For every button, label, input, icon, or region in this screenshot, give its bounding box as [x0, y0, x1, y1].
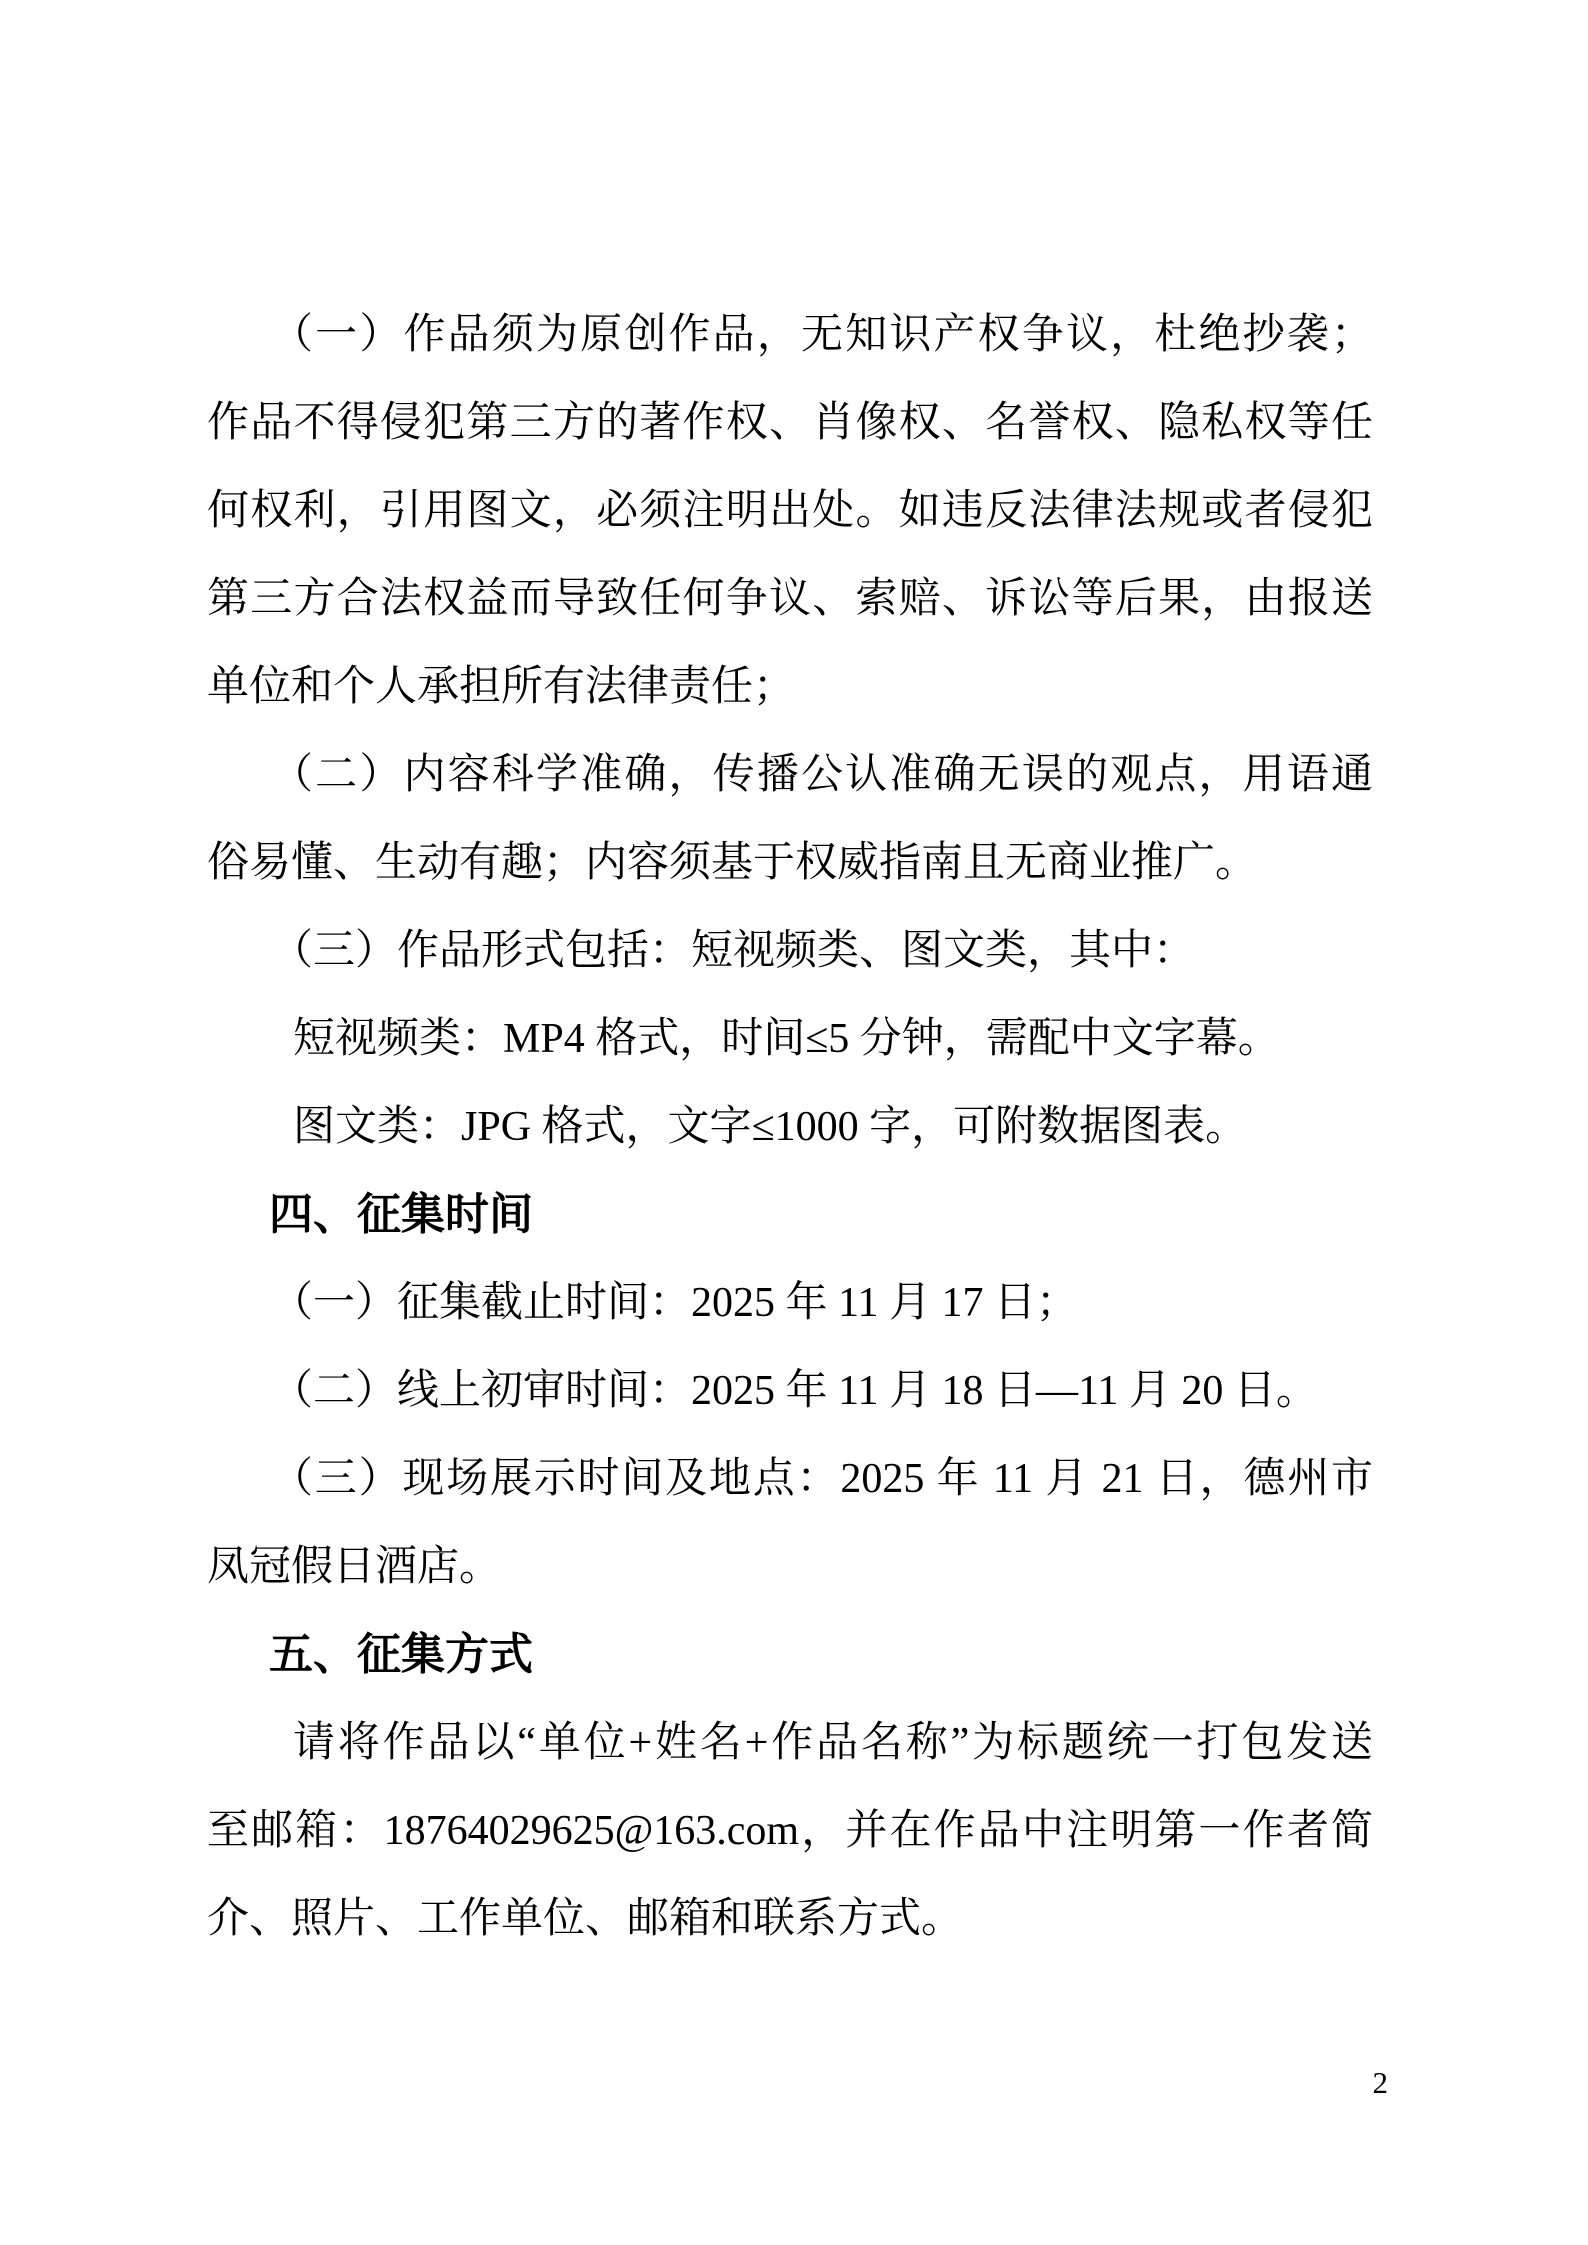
doc-line-deadline: （一）征集截止时间：2025 年 11 月 17 日； — [271, 1280, 1078, 1326]
doc-line: 何权利，引用图文，必须注明出处。如违反法律法规或者侵犯 — [207, 488, 1373, 534]
heading-section-4: 四、征集时间 — [269, 1190, 533, 1239]
doc-line: 介、照片、工作单位、邮箱和联系方式。 — [207, 1896, 964, 1942]
doc-line: （二）内容科学准确，传播公认准确无误的观点，用语通 — [271, 752, 1373, 798]
doc-line: 请将作品以“单位+姓名+作品名称”为标题统一打包发送 — [293, 1720, 1373, 1766]
heading-section-5: 五、征集方式 — [269, 1630, 533, 1679]
document-body — [207, 291, 1373, 1963]
page-number: 2 — [1372, 2065, 1388, 2100]
doc-line-video-format: 短视频类：MP4 格式，时间≤5 分钟，需配中文字幕。 — [293, 1016, 1280, 1062]
doc-line: 单位和个人承担所有法律责任； — [207, 664, 796, 710]
doc-line-image-format: 图文类：JPG 格式，文字≤1000 字，可附数据图表。 — [293, 1104, 1248, 1150]
doc-line-email: 至邮箱：18764029625@163.com，并在作品中注明第一作者简 — [207, 1808, 1373, 1854]
doc-line: 第三方合法权益而导致任何争议、索赔、诉讼等后果，由报送 — [207, 576, 1373, 622]
doc-line-event-time: （三）现场展示时间及地点：2025 年 11 月 21 日，德州市 — [271, 1456, 1373, 1502]
doc-line: （三）作品形式包括：短视频类、图文类，其中： — [271, 928, 1196, 974]
doc-line: 作品不得侵犯第三方的著作权、肖像权、名誉权、隐私权等任 — [207, 400, 1373, 446]
doc-line-review-time: （二）线上初审时间：2025 年 11 月 18 日—11 月 20 日。 — [271, 1368, 1318, 1414]
doc-line: 凤冠假日酒店。 — [207, 1544, 502, 1590]
doc-line: （一）作品须为原创作品，无知识产权争议，杜绝抄袭； — [271, 312, 1373, 358]
doc-line: 俗易懂、生动有趣；内容须基于权威指南且无商业推广。 — [207, 840, 1258, 886]
